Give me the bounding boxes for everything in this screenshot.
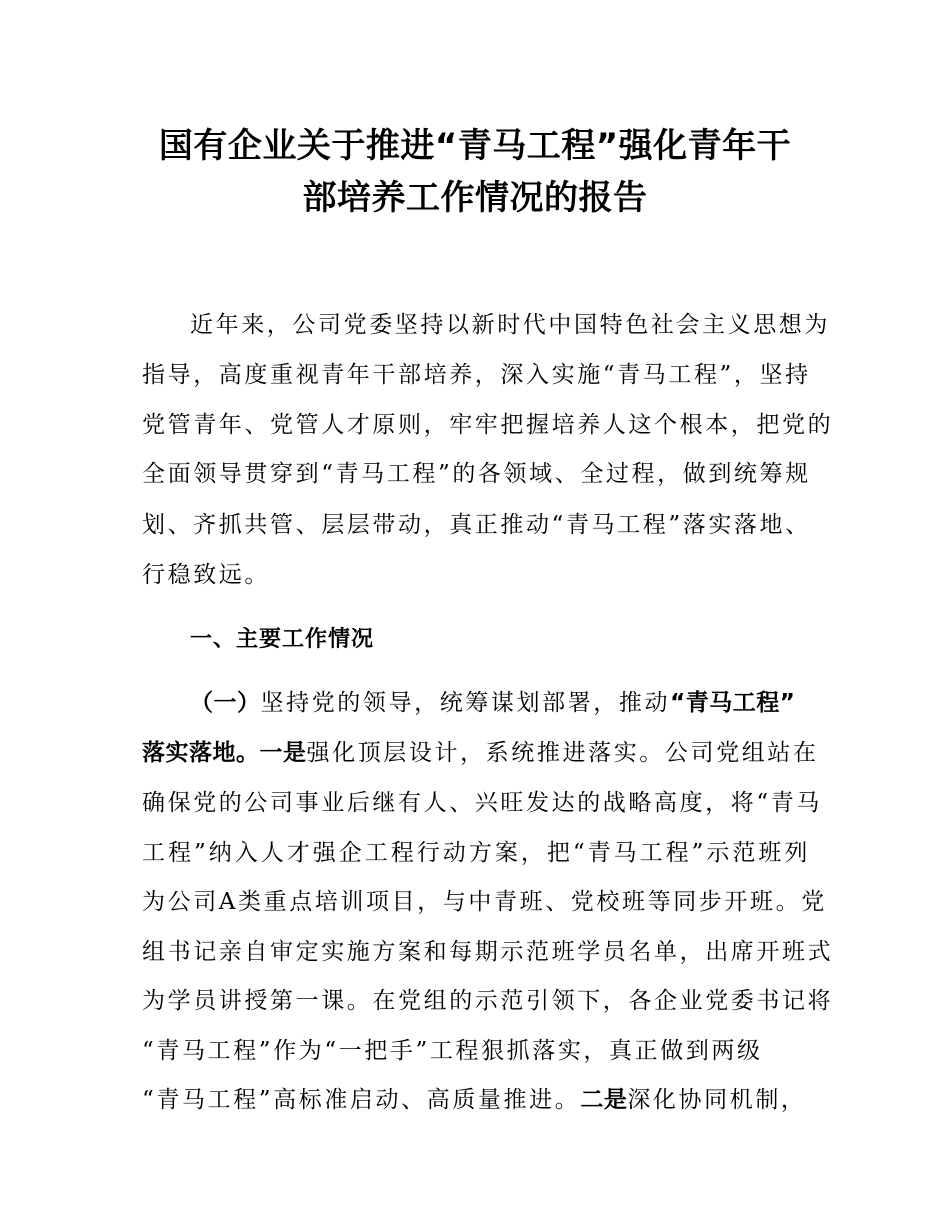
section-heading: 一、主要工作情况 (190, 627, 375, 652)
body-line-1: 确保党的公司事业后继有人、兴旺发达的战略高度，将“青马 (142, 790, 822, 816)
subsection-bold-end: “青马工程” (670, 690, 796, 716)
body-line-4: 组书记亲自审定实施方案和每期示范班学员名单，出席开班式 (142, 939, 834, 965)
body-line-7-text: “青马工程”高标准启动、高质量推进。 (142, 1087, 581, 1113)
document-title-line-1: 国有企业关于推进“青马工程”强化青年干 (158, 126, 792, 166)
body-line-7 (142, 1085, 810, 1115)
subsection-line-1 (190, 688, 810, 718)
marker-first: 一是 (259, 740, 307, 766)
intro-line-5: 划、齐抓共管、层层带动，真正推动“青马工程”落实落地、 (142, 512, 811, 538)
intro-line-4: 全面领导贯穿到“青马工程”的各领域、全过程，做到统筹规 (142, 461, 811, 487)
body-line-6: “青马工程”作为“一把手”工程狠抓落实，真正做到两级 (142, 1038, 763, 1064)
subsection-line-2-rest: 强化顶层设计，系统推进落实。公司党组站在 (306, 740, 819, 766)
body-line-5: 为学员讲授第一课。在党组的示范引领下，各企业党委书记将 (142, 988, 834, 1014)
subsection-text: 坚持党的领导，统筹谋划部署，推动 (260, 690, 671, 716)
body-line-3: 为公司A类重点培训项目，与中青班、党校班等同步开班。党 (142, 889, 827, 915)
body-line-7-rest: 深化协同机制， (627, 1087, 807, 1113)
intro-line-2: 指导，高度重视青年干部培养，深入实施“青马工程”，坚持 (142, 362, 811, 388)
subsection-number: （一） (190, 690, 261, 716)
intro-line-1: 近年来，公司党委坚持以新时代中国特色社会主义思想为 (190, 312, 830, 338)
subsection-bold-title-end: 落实落地。 (142, 740, 260, 766)
subsection-line-2 (142, 738, 819, 768)
intro-line-3: 党管青年、党管人才原则，牢牢把握培养人这个根本，把党的 (142, 412, 834, 438)
document-title-line-2: 部培养工作情况的报告 (302, 178, 648, 218)
marker-second: 二是 (580, 1087, 628, 1113)
body-line-2: 工程”纳入人才强企工程行动方案，把“青马工程”示范班列 (142, 840, 810, 866)
intro-line-6: 行稳致远。 (142, 562, 270, 588)
